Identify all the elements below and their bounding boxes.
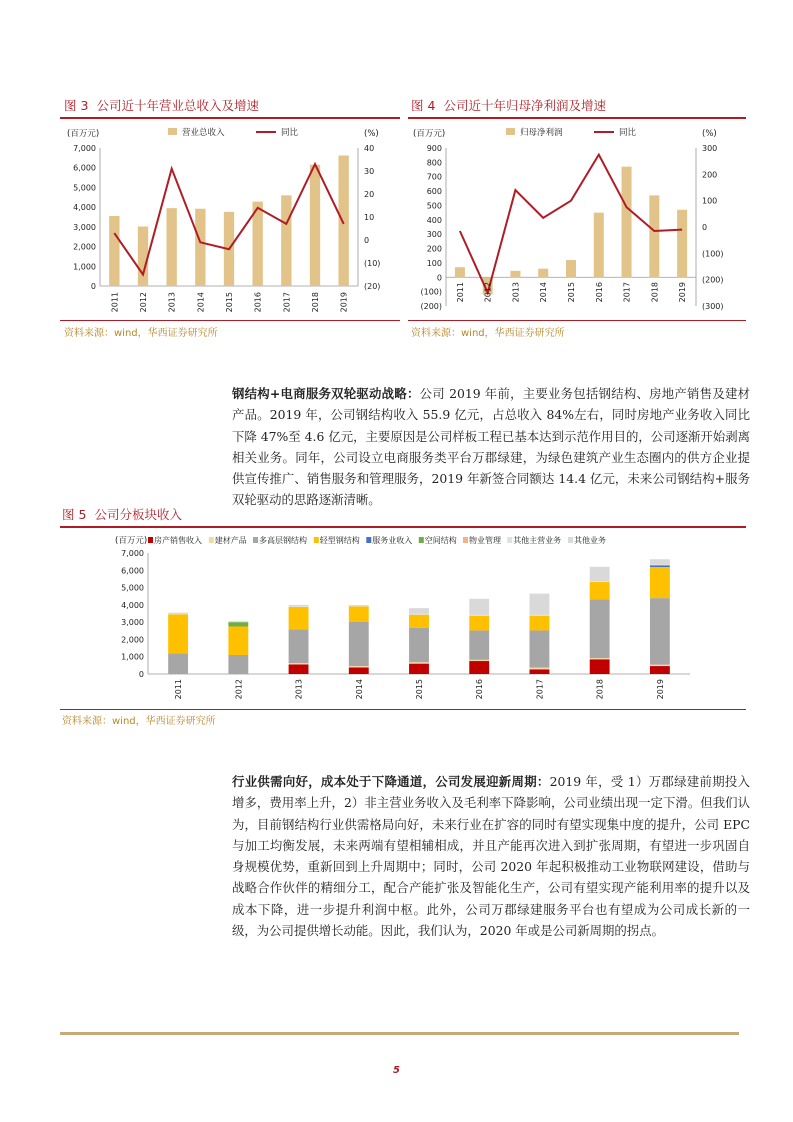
y-right-tick-label: 20 — [364, 190, 375, 199]
legend-label-7: 其他主营业务 — [513, 536, 562, 545]
legend-bar-swatch — [506, 128, 515, 135]
x-tick-label: 2017 — [622, 282, 632, 303]
bar-2014-1 — [349, 666, 369, 667]
x-tick-label: 2018 — [311, 292, 320, 313]
bar-2012-5 — [228, 622, 248, 626]
revenue-chart — [60, 120, 405, 320]
bar-2019-8 — [650, 559, 670, 564]
y-right-tick-label: 30 — [364, 167, 375, 176]
bar-2018-2 — [590, 599, 610, 658]
bar-2015-7 — [409, 614, 429, 615]
y-right-tick-label: (100) — [702, 249, 724, 259]
y-left-tick-label: 4,000 — [73, 203, 96, 213]
fig3-top-rule — [60, 117, 400, 119]
legend-label-4: 服务业收入 — [372, 536, 413, 545]
legend-bar-swatch — [168, 128, 177, 135]
bar-2017-0 — [530, 669, 550, 674]
bar-2014-2 — [349, 622, 369, 666]
bar-2014-8 — [349, 605, 369, 606]
x-tick-label: 2013 — [294, 679, 304, 700]
bar-2019-1 — [650, 665, 670, 666]
x-tick-label: 2013 — [511, 282, 521, 303]
bar-2015-3 — [409, 615, 429, 628]
fig5-title-text: 公司分板块收入 — [94, 507, 182, 522]
y-right-tick-label: 100 — [702, 196, 718, 206]
bar-2014 — [195, 209, 205, 286]
x-tick-label: 2014 — [539, 282, 549, 303]
x-tick-label: 2019 — [678, 282, 688, 303]
segment-revenue-chart — [60, 528, 746, 708]
paragraph-strategy — [232, 383, 750, 511]
y-left-tick-label: 0 — [90, 282, 96, 291]
bar-2019-3 — [650, 567, 670, 598]
y-right-tick-label: (10) — [364, 259, 381, 268]
bar-2011-7 — [168, 614, 188, 615]
paragraph-cycle-body: 2019 年，受 1）万郡绿建前期投入增多，费用率上升，2）非主营业务收入及毛利率下降影响，公司业绩出现一定下滑。但我们认为，目前钢结构行业供需格局向好，未来行业在扩容的同时有望实现集中度的提升，公司 EPC 与加工均衡发展，未来两端有望相辅相成，并且产能再次进入到扩张周期，有望进一步巩固自身规模优势，重新回到上升周期中；同时，公司 2020 年起积极推动工业物联网建设，借助与战略合作伙伴的精细分工，配合产能扩张及智能化生产，公司有望实现产能利用率的提升以及成本下降，进一步提升利润中枢。此外，公司万郡绿建服务平台也有望成为公司成长新的一级，为公司提供增长动能。因此，我们认为，2020 年或是公司新周期的拐点。 — [232, 774, 751, 939]
bar-2015-0 — [409, 664, 429, 674]
bar-2011-8 — [168, 613, 188, 614]
fig5-bottom-rule — [60, 709, 746, 710]
y-left-tick-label: (200) — [420, 302, 442, 311]
legend-swatch-8 — [568, 537, 573, 543]
paragraph-strategy-body: 公司 2019 年前，主要业务包括钢结构、房地产销售及建材产品。2019 年，公司钢结构收入 55.9 亿元，占总收入 84%左右，同时房地产业务收入同比下降 47%至 4.6 亿元，主要原因是公司样板工程已基本达到示范作用目的，公司逐渐开始剥离相关业务。同年，公司设立电商服务类平台万郡绿建，为绿色建筑产业生态圈内的供方企业提供宣传推广、销售服务和管理服务，2019 年新签合同额达 14.4 亿元，未来公司钢结构+服务双轮驱动的思路逐渐清晰。 — [232, 386, 750, 508]
bar-2018-7 — [590, 581, 610, 582]
y-left-tick-label: 1,000 — [73, 262, 96, 272]
legend-label-3: 轻型钢结构 — [319, 536, 360, 545]
y-left-tick-label: 300 — [426, 230, 442, 240]
y-left-tick-label: 5,000 — [73, 183, 96, 193]
x-tick-label: 2013 — [167, 292, 177, 313]
y-left-tick-label: 400 — [426, 215, 442, 225]
legend-line-label: 同比 — [619, 128, 637, 138]
bar-2016 — [594, 213, 604, 278]
y-left-tick-label: 800 — [426, 158, 442, 168]
x-tick-label: 2017 — [535, 679, 545, 700]
bar-2017-2 — [530, 630, 550, 667]
fig4-bottom-rule — [408, 320, 746, 321]
fig5-source: 资料来源：wind，华西证券研究所 — [62, 716, 216, 727]
x-tick-label: 2016 — [594, 282, 604, 303]
bar-2012-7 — [228, 621, 248, 622]
bar-2017-1 — [530, 668, 550, 670]
bar-2013 — [167, 208, 177, 286]
y-right-unit: (%) — [702, 129, 717, 139]
y-right-tick-label: (300) — [702, 302, 724, 311]
bar-2011 — [455, 267, 465, 277]
x-tick-label: 2011 — [455, 282, 465, 303]
x-tick-label: 2011 — [110, 292, 120, 313]
y-right-tick-label: 40 — [364, 144, 375, 153]
y-right-unit: (%) — [364, 129, 379, 139]
bar-2012 — [138, 226, 148, 286]
fig3-number: 图 3 — [64, 98, 89, 113]
bar-2013-1 — [289, 663, 309, 664]
y-left-tick-label: 0 — [436, 273, 442, 283]
bar-2013 — [510, 271, 520, 277]
fig3-title-text: 公司近十年营业总收入及增速 — [96, 98, 259, 113]
y-right-tick-label: (200) — [702, 275, 724, 285]
bar-2015-1 — [409, 662, 429, 663]
x-tick-label: 2014 — [354, 679, 364, 700]
y-left-tick-label: 7,000 — [73, 144, 96, 153]
x-tick-label: 2019 — [339, 292, 349, 313]
bar-2018-0 — [590, 659, 610, 674]
y-left-tick-label: 100 — [426, 258, 442, 268]
bar-2019-0 — [650, 666, 670, 674]
x-tick-label: 2016 — [475, 679, 485, 700]
bar-2013-3 — [289, 607, 309, 629]
y-tick-label: 5,000 — [121, 583, 144, 593]
y-left-unit: (百万元) — [67, 129, 100, 139]
y-left-tick-label: 600 — [426, 187, 442, 197]
bar-2018-8 — [590, 567, 610, 581]
y-left-unit: (百万元) — [413, 129, 446, 139]
fig4-source: 资料来源：wind，华西证券研究所 — [411, 328, 565, 339]
legend-swatch-4 — [366, 537, 371, 543]
paragraph-cycle-lead: 行业供需向好，成本处于下降通道，公司发展迎新周期： — [232, 774, 550, 789]
x-tick-label: 2014 — [196, 292, 206, 313]
bar-2015 — [566, 260, 576, 277]
paragraph-cycle — [232, 771, 750, 941]
bar-2013-2 — [289, 629, 309, 663]
bar-2017 — [622, 167, 632, 278]
bar-2017-8 — [530, 594, 550, 615]
x-tick-label: 2012 — [483, 282, 493, 303]
legend-swatch-7 — [507, 537, 512, 543]
y-unit: (百万元) — [115, 536, 148, 546]
y-right-tick-label: 10 — [364, 213, 375, 222]
y-tick-label: 2,000 — [121, 635, 144, 645]
y-left-tick-label: 2,000 — [73, 242, 96, 252]
y-tick-label: 1,000 — [121, 652, 144, 662]
x-tick-label: 2016 — [253, 292, 263, 313]
bar-2019-7 — [650, 564, 670, 565]
bar-2014-0 — [349, 667, 369, 674]
legend-swatch-3 — [314, 537, 319, 543]
bar-2017-7 — [530, 615, 550, 616]
bar-2012-2 — [228, 655, 248, 674]
legend-label-2: 多高层钢结构 — [259, 536, 307, 545]
bar-2016-1 — [469, 660, 489, 661]
bar-2014-3 — [349, 606, 369, 622]
bar-2016-0 — [469, 661, 489, 674]
y-tick-label: 0 — [138, 670, 144, 679]
bar-2011-3 — [168, 614, 188, 653]
fig3-title — [64, 96, 259, 114]
legend-label-1: 建材产品 — [214, 536, 247, 545]
bar-2018 — [310, 165, 320, 286]
footer-rule — [60, 1032, 739, 1035]
paragraph-strategy-lead: 钢结构+电商服务双轮驱动战略： — [232, 386, 420, 401]
x-tick-label: 2015 — [415, 679, 424, 700]
bar-2014-7 — [349, 606, 369, 607]
legend-swatch-5 — [419, 537, 424, 543]
bar-2012-3 — [228, 626, 248, 655]
bar-2011 — [109, 216, 119, 286]
y-right-tick-label: 200 — [702, 170, 718, 180]
legend-swatch-6 — [463, 537, 468, 543]
legend-label-8: 其他业务 — [574, 536, 606, 545]
y-left-tick-label: 500 — [426, 201, 442, 211]
x-tick-label: 2015 — [225, 292, 234, 313]
bar-2019 — [339, 155, 349, 286]
x-tick-label: 2012 — [139, 292, 148, 313]
fig4-title-text: 公司近十年归母净利润及增速 — [443, 98, 606, 113]
y-left-tick-label: 6,000 — [73, 163, 96, 173]
legend-label-0: 房产销售收入 — [154, 536, 202, 545]
bar-2016-2 — [469, 630, 489, 659]
fig4-number: 图 4 — [411, 98, 436, 113]
bar-2016-7 — [469, 615, 489, 616]
y-right-tick-label: (20) — [364, 282, 381, 291]
y-right-tick-label: 0 — [702, 223, 708, 232]
fig4-top-rule — [408, 117, 746, 119]
bar-2013-8 — [289, 605, 309, 606]
y-left-tick-label: 700 — [426, 172, 442, 182]
bar-2019 — [677, 210, 687, 278]
y-left-tick-label: (100) — [420, 287, 442, 297]
fig3-source: 资料来源：wind，华西证券研究所 — [64, 328, 218, 339]
bar-2018-3 — [590, 582, 610, 599]
legend-label-5: 空间结构 — [424, 536, 457, 545]
legend-swatch-1 — [209, 537, 214, 543]
y-left-tick-label: 900 — [426, 144, 442, 153]
bar-2011-2 — [168, 653, 188, 674]
legend-label-6: 物业管理 — [469, 536, 501, 545]
legend-line-label: 同比 — [281, 128, 299, 138]
fig5-title — [62, 505, 182, 523]
bar-2019-2 — [650, 598, 670, 665]
bar-2018 — [649, 195, 659, 277]
fig3-bottom-rule — [60, 320, 400, 321]
y-left-tick-label: 200 — [426, 244, 442, 254]
bar-2014 — [538, 269, 548, 278]
y-right-tick-label: 300 — [702, 144, 718, 153]
legend-swatch-0 — [148, 537, 153, 543]
net-profit-chart — [408, 120, 753, 320]
x-tick-label: 2012 — [234, 679, 244, 700]
y-tick-label: 6,000 — [121, 566, 144, 576]
x-tick-label: 2017 — [282, 292, 292, 313]
bar-2013-0 — [289, 664, 309, 674]
bar-2017-3 — [530, 616, 550, 631]
x-tick-label: 2015 — [567, 282, 576, 303]
legend-swatch-2 — [253, 537, 258, 543]
bar-2018-1 — [590, 658, 610, 659]
x-tick-label: 2018 — [595, 679, 605, 700]
y-right-tick-label: 0 — [364, 236, 370, 245]
fig4-title — [411, 96, 606, 114]
legend-bar-label: 营业总收入 — [182, 128, 225, 138]
legend-bar-label: 归母净利润 — [520, 128, 563, 138]
x-tick-label: 2019 — [655, 679, 665, 700]
bar-2016-8 — [469, 599, 489, 615]
page-number: 5 — [393, 1065, 400, 1076]
bar-2019-4 — [650, 565, 670, 567]
y-left-tick-label: 3,000 — [73, 222, 96, 232]
fig5-number: 图 5 — [62, 507, 87, 522]
x-tick-label: 2011 — [174, 679, 184, 700]
bar-2015-2 — [409, 628, 429, 663]
bar-2015-8 — [409, 608, 429, 614]
bar-2013-7 — [289, 606, 309, 607]
y-tick-label: 4,000 — [121, 600, 144, 610]
y-tick-label: 7,000 — [121, 549, 144, 558]
bar-2016-3 — [469, 616, 489, 631]
bar-2017 — [281, 195, 291, 286]
y-tick-label: 3,000 — [121, 618, 144, 628]
x-tick-label: 2018 — [650, 282, 660, 303]
